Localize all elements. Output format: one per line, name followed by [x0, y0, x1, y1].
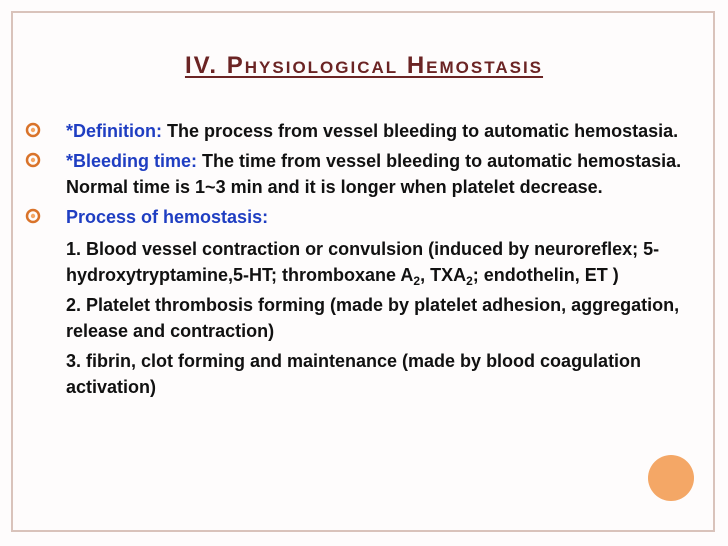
step-1-text-c: ; endothelin, ET )	[472, 265, 619, 285]
bullet-text	[66, 204, 696, 230]
bullet-definition	[24, 118, 704, 144]
step-1-text-b: , TXA	[420, 265, 467, 285]
process-step-3	[66, 344, 696, 400]
bullet-label: *Definition:	[66, 121, 167, 141]
process-step-1	[66, 230, 696, 288]
step-1-subscript-b: 2	[466, 274, 473, 288]
step-1-text-a: 1. Blood vessel contraction or convulsion (induced by neuroreflex; 5-hydroxytryptamine,5-HT; thromboxane A	[66, 239, 660, 285]
bullet-text	[66, 148, 696, 200]
orange-ring-bullet-icon	[24, 148, 66, 169]
orange-ring-bullet-icon	[24, 204, 66, 225]
step-3-text: 3. fibrin, clot forming and maintenance (made by blood coagulation activation)	[66, 351, 642, 397]
bullet-label: *Bleeding time:	[66, 151, 203, 171]
step-1-subscript-a: 2	[413, 274, 421, 288]
slide-title-text: IV. Physiological Hemostasis	[184, 52, 544, 79]
bullet-process	[24, 204, 704, 230]
bullet-bleeding-time	[24, 148, 704, 200]
bullet-body: The time from vessel bleeding to automatic hemostasia. Normal time is 1~3 min and it is longer when platelet decrease.	[66, 151, 682, 197]
orange-ring-bullet-icon	[24, 118, 66, 139]
decorative-circle	[648, 455, 694, 501]
slide-content	[24, 118, 704, 400]
bullet-body: The process from vessel bleeding to automatic hemostasia.	[167, 121, 679, 141]
process-step-2	[66, 288, 696, 344]
step-2-text: 2. Platelet thrombosis forming (made by platelet adhesion, aggregation, release and contraction)	[66, 295, 680, 341]
bullet-text	[66, 118, 696, 144]
slide-title	[0, 52, 728, 80]
bullet-label: Process of hemostasis:	[66, 207, 269, 227]
